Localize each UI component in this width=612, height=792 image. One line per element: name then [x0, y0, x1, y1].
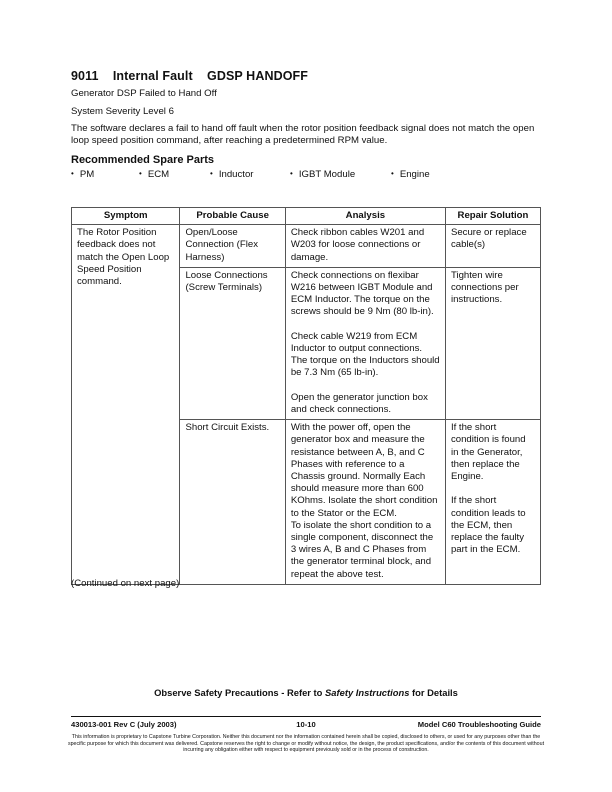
safety-notice	[0, 687, 612, 698]
spare-parts-list	[71, 169, 430, 180]
footer-divider	[71, 716, 541, 717]
header-analysis: Analysis	[285, 208, 445, 225]
page-title	[71, 69, 308, 83]
cause-cell: Short Circuit Exists.	[180, 420, 285, 585]
fault-name: Internal Fault	[112, 69, 193, 83]
cause-cell: Loose Connections (Screw Terminals)	[180, 267, 285, 419]
analysis-cell: Check ribbon cables W201 and W203 for loose connections or damage.	[285, 225, 445, 268]
header-repair-solution: Repair Solution	[445, 208, 540, 225]
page-number: 10-10	[296, 720, 316, 729]
proprietary-disclaimer: This information is proprietary to Capstone Turbine Corporation. Neither this document nor the information contained herein shall be copied, disclosed to others, or used for any purposes other than the specific purpose for which this document was delivered. Capstone reserves the right to change or modify without notice, the design, the product specifications, and/or the contents of this document without incurring any obligation either with respect to equipment previously sold or in the process of construction.	[67, 734, 545, 754]
troubleshooting-table	[71, 207, 541, 585]
spare-part-item: • Inductor	[210, 169, 290, 180]
header-probable-cause: Probable Cause	[180, 208, 285, 225]
safety-suffix: for Details	[409, 687, 458, 698]
table-header-row	[72, 208, 541, 225]
solution-cell: If the short condition is found in the Generator, then replace the Engine. If the short condition leads to the ECM, then replace the faulty part in the ECM.	[445, 420, 540, 585]
solution-cell: Tighten wire connections per instructions.	[445, 267, 540, 419]
cause-cell: Open/Loose Connection (Flex Harness)	[180, 225, 285, 268]
header-symptom: Symptom	[72, 208, 180, 225]
fault-description: The software declares a fail to hand off fault when the rotor position feedback signal does not match the open loop speed position command, after reaching a predetermined RPM value.	[71, 123, 535, 147]
document-id: 430013-001 Rev C (July 2003)	[71, 720, 177, 729]
fault-subtitle: Generator DSP Failed to Hand Off	[71, 88, 217, 99]
fault-module: GDSP HANDOFF	[207, 69, 308, 83]
table-row	[72, 225, 541, 268]
fault-code: 9011	[71, 69, 99, 83]
spare-part-item: • Engine	[391, 169, 430, 180]
safety-instructions-ref: Safety Instructions	[325, 687, 410, 698]
safety-prefix: Observe Safety Precautions - Refer to	[154, 687, 326, 698]
spare-part-item: • ECM	[139, 169, 210, 180]
solution-cell: Secure or replace cable(s)	[445, 225, 540, 268]
severity-level: System Severity Level 6	[71, 106, 174, 117]
spare-part-item: • PM	[71, 169, 139, 180]
continued-note: (Continued on next page)	[71, 578, 180, 589]
symptom-cell: The Rotor Position feedback does not match the Open Loop Speed Position command.	[72, 225, 180, 585]
spare-parts-heading: Recommended Spare Parts	[71, 154, 215, 166]
spare-part-item: • IGBT Module	[290, 169, 391, 180]
guide-title: Model C60 Troubleshooting Guide	[417, 720, 541, 729]
analysis-cell: Check connections on flexibar W216 between IGBT Module and ECM Inductor. The torque on the screws should be 9 Nm (80 lb-in). Check cable W219 from ECM Inductor to output connections. The torque on the Inductors should be 7.3 Nm (65 lb-in). Open the generator junction box and check connections.	[285, 267, 445, 419]
analysis-cell: With the power off, open the generator box and measure the resistance between A, B, and C Phases with reference to a Chassis ground. Normally Each should measure more than 600 KOhms. Isolate the short condition to the Stator or the ECM. To isolate the short condition to a single component, disconnect the 3 wires A, B and C Phases from the generator terminal block, and repeat the above test.	[285, 420, 445, 585]
